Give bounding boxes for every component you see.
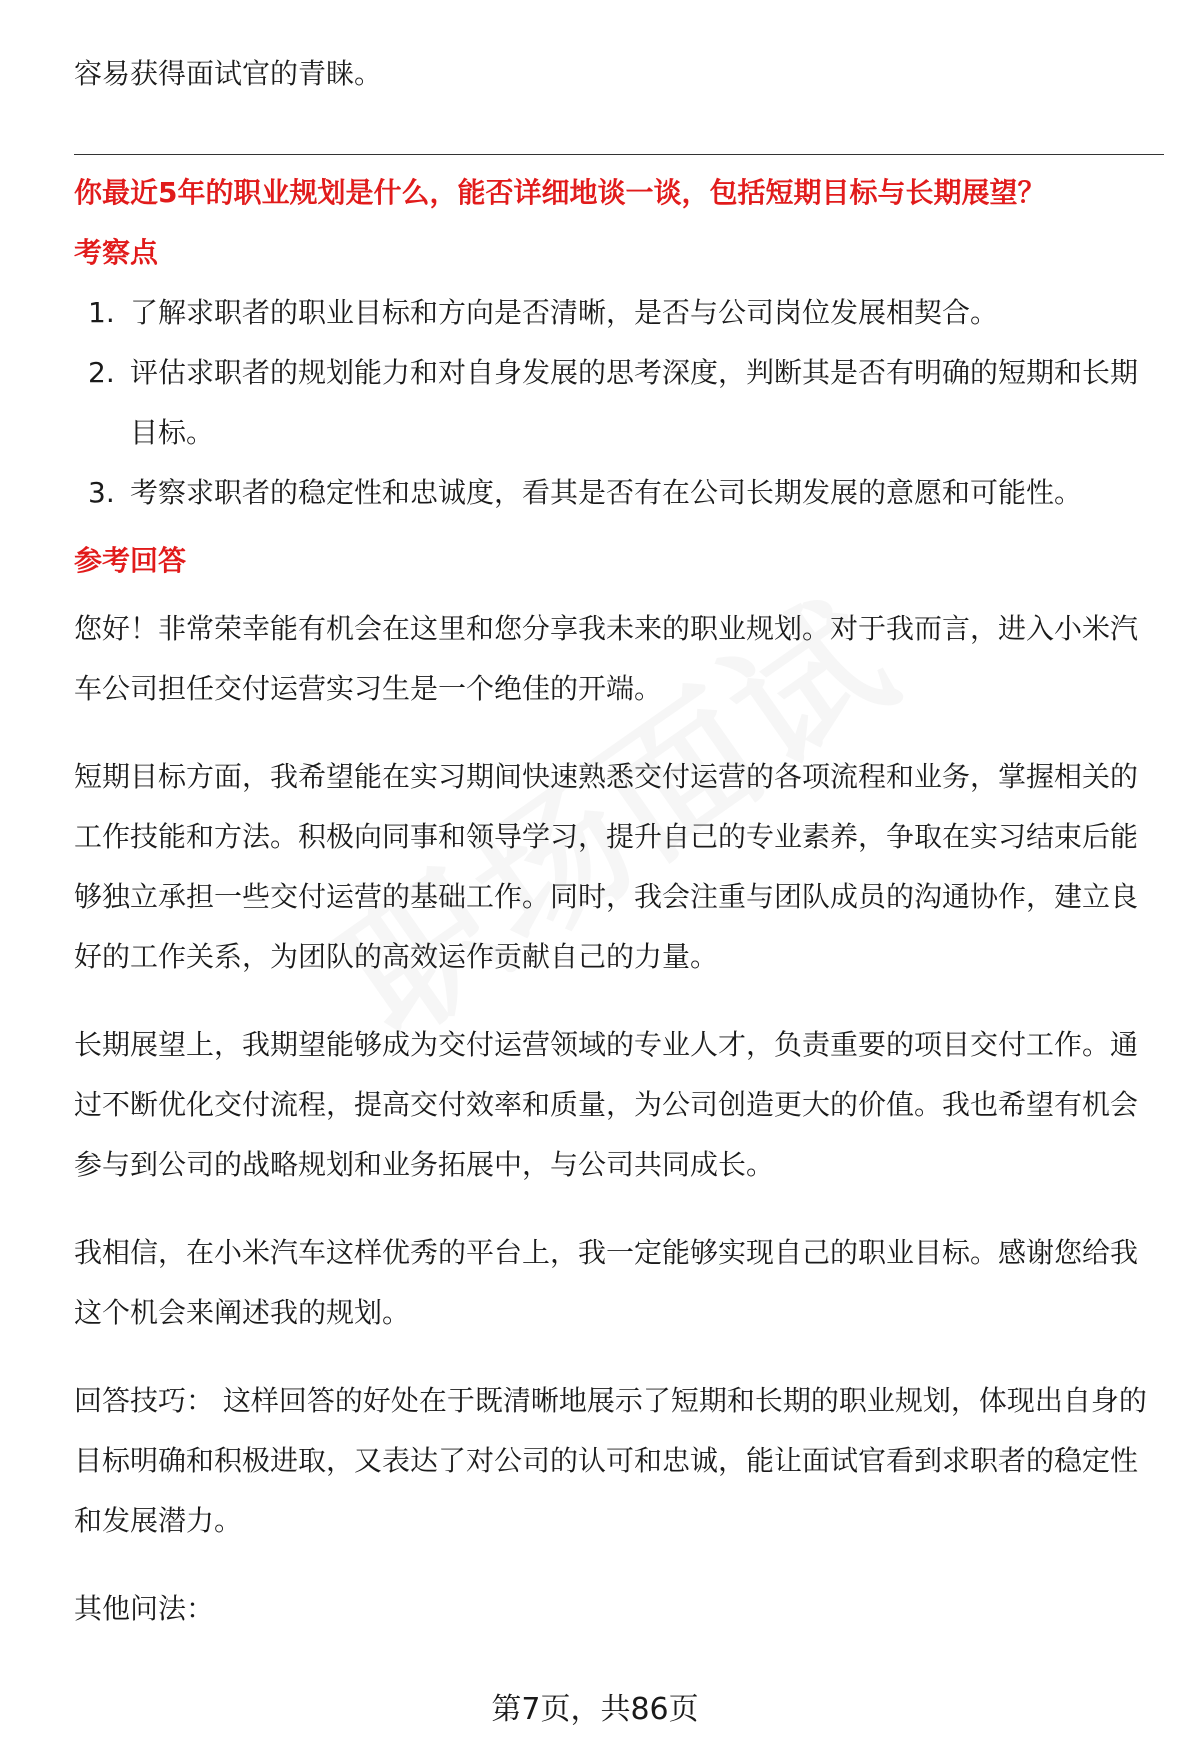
list-item (74, 463, 1154, 523)
section-heading-points: 考察点 (74, 236, 159, 269)
answer-paragraph: 短期目标方面，我希望能在实习期间快速熟悉交付运营的各项流程和业务，掌握相关的工作技能和方法。积极向同事和领导学习，提升自己的专业素养，争取在实习结束后能够独立承担一些交付运营的基础工作。同时，我会注重与团队成员的沟通协作，建立良好的工作关系，为团队的高效运作贡献自己的力量。 (74, 760, 1139, 973)
page-content (74, 44, 1154, 1667)
page-number-footer: 第7页，共86页 (491, 1692, 699, 1727)
list-item (74, 343, 1154, 463)
list-item-text: 评估求职者的规划能力和对自身发展的思考深度，判断其是否有明确的短期和长期目标。 (130, 356, 1139, 449)
list-item-text: 考察求职者的稳定性和忠诚度，看其是否有在公司长期发展的意愿和可能性。 (130, 476, 1083, 509)
answer-tips-paragraph: 回答技巧： 这样回答的好处在于既清晰地展示了短期和长期的职业规划，体现出自身的目标明确和积极进取，又表达了对公司的认可和忠诚，能让面试官看到求职者的稳定性和发展潜力。 (74, 1384, 1147, 1537)
list-item (74, 283, 1154, 343)
list-number: 1. (88, 296, 115, 329)
list-number: 3. (88, 476, 115, 509)
answer-paragraph: 长期展望上，我期望能够成为交付运营领域的专业人才，负责重要的项目交付工作。通过不断优化交付流程，提高交付效率和质量，为公司创造更大的价值。我也希望有机会参与到公司的战略规划和业务拓展中，与公司共同成长。 (74, 1028, 1139, 1181)
answer-paragraph: 我相信，在小米汽车这样优秀的平台上，我一定能够实现自己的职业目标。感谢您给我这个机会来阐述我的规划。 (74, 1236, 1139, 1329)
list-item-text: 了解求职者的职业目标和方向是否清晰，是否与公司岗位发展相契合。 (130, 296, 999, 329)
intro-text: 容易获得面试官的青睐。 (74, 57, 383, 90)
answer-paragraph: 您好！非常荣幸能有机会在这里和您分享我未来的职业规划。对于我而言，进入小米汽车公司担任交付运营实习生是一个绝佳的开端。 (74, 612, 1139, 705)
spacer (74, 523, 1154, 531)
other-questions-label: 其他问法： (74, 1592, 215, 1625)
divider-rule (74, 154, 1164, 155)
list-number: 2. (88, 356, 115, 389)
section-heading-answer: 参考回答 (74, 544, 187, 577)
points-list (74, 283, 1154, 523)
question-title: 你最近5年的职业规划是什么，能否详细地谈一谈，包括短期目标与长期展望？ (74, 176, 1046, 209)
